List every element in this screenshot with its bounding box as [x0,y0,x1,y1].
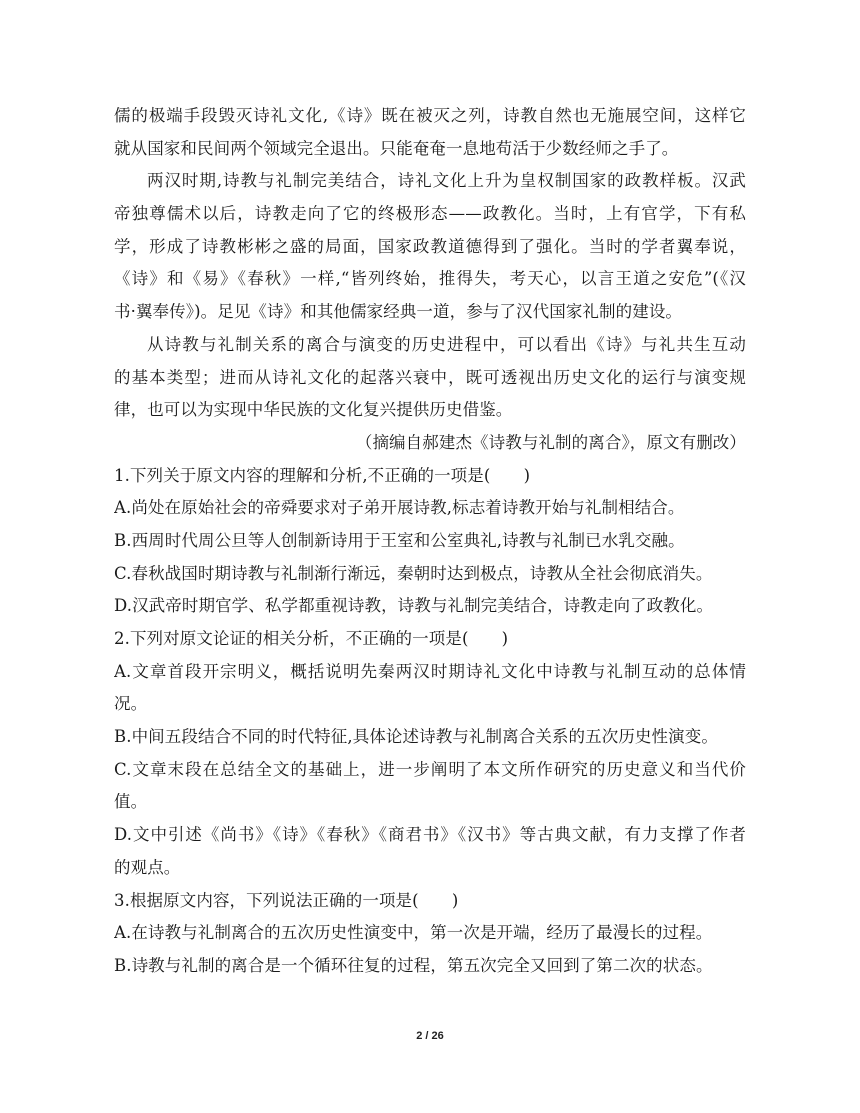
source-attribution: （摘编自郝建杰《诗教与礼制的离合》，原文有删改） [355,432,746,452]
document-body [114,100,746,983]
question-stem: 1.下列关于原文内容的理解和分析,不正确的一项是( ) [114,465,531,485]
text-line: 《诗》和《易》《春秋》一样,“皆列终始，推得失，考天心，以言王道之安危”(《汉 [114,269,746,289]
option-b: B.中间五段结合不同的时代特征,具体论述诗教与礼制离合关系的五次历史性演变。 [114,727,718,747]
text-line: 的基本类型；进而从诗礼文化的起落兴衰中，既可透视出历史文化的运行与演变规 [114,367,746,387]
option-c-continued: 值。 [114,792,148,812]
option-d-continued: 的观点。 [114,857,181,877]
paragraph-3 [114,329,746,427]
text-line: 儒的极端手段毁灭诗礼文化,《诗》既在被灭之列，诗教自然也无施展空间，这样它 [114,106,746,125]
option-a: A.尚处在原始社会的帝舜要求对子弟开展诗教,标志着诗教开始与礼制相结合。 [114,498,685,518]
question-3 [114,885,746,983]
text-line: 帝独尊儒术以后，诗教走向了它的终极形态——政教化。当时，上有官学，下有私 [114,204,746,224]
option-b: B.西周时代周公旦等人创制新诗用于王室和公室典礼,诗教与礼制已水乳交融。 [114,530,685,550]
option-d: D.文中引述《尚书》《诗》《春秋》《商君书》《汉书》等古典文献，有力支撑了作者 [114,825,746,845]
option-c: C.文章末段在总结全文的基础上，进一步阐明了本文所作研究的历史意义和当代价 [114,759,746,779]
text-line: 就从国家和民间两个领域完全退出。只能奄奄一息地苟活于少数经师之手了。 [114,138,679,158]
paragraph-2 [114,165,746,328]
option-a: A.在诗教与礼制离合的五次历史性演变中，第一次是开端，经历了最漫长的过程。 [114,923,713,943]
option-a: A.文章首段开宗明义，概括说明先秦两汉时期诗礼文化中诗教与礼制互动的总体情 [114,661,746,681]
question-1 [114,460,746,623]
option-d: D.汉武帝时期官学、私学都重视诗教，诗教与礼制完美结合，诗教走向了政教化。 [114,596,714,616]
text-line: 从诗教与礼制关系的离合与演变的历史进程中，可以看出《诗》与礼共生互动 [147,334,746,354]
question-stem: 3.根据原文内容，下列说法正确的一项是( ) [114,890,459,910]
text-line: 律，也可以为实现中华民族的文化复兴提供历史借鉴。 [114,400,513,420]
paragraph-1 [114,100,746,165]
question-2 [114,623,746,885]
question-stem: 2.下列对原文论证的相关分析，不正确的一项是( ) [114,629,509,648]
text-line: 学，形成了诗教彬彬之盛的局面，国家政教道德得到了强化。当时的学者翼奉说， [114,236,746,256]
option-b: B.诗教与礼制的离合是一个循环往复的过程，第五次完全又回到了第二次的状态。 [114,955,713,975]
option-a-continued: 况。 [114,694,148,714]
option-c: C.春秋战国时期诗教与礼制渐行渐远，秦朝时达到极点，诗教从全社会彻底消失。 [114,563,713,583]
text-line: 两汉时期,诗教与礼制完美结合，诗礼文化上升为皇权制国家的政教样板。汉武 [147,171,746,191]
page-number: 2 / 26 [416,1030,444,1042]
text-line: 书·翼奉传》)。足见《诗》和其他儒家经典一道，参与了汉代国家礼制的建设。 [114,302,683,322]
